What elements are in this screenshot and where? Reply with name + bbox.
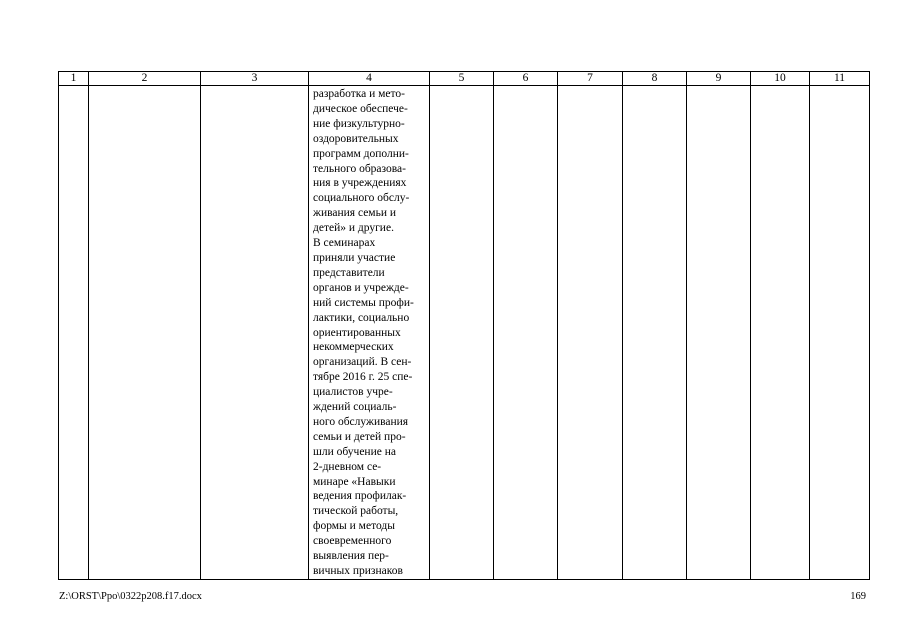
cell-col-6 [494, 86, 558, 580]
text-line: ного обслуживания [313, 415, 409, 428]
text-line: циалистов учре- [313, 386, 393, 399]
text-line: ние физкультурно- [313, 117, 405, 130]
cell-col-5 [430, 86, 494, 580]
cell-col-10 [751, 86, 810, 580]
text-line: шли обучение на [313, 445, 396, 458]
text-line: тябре 2016 г. 25 спе- [313, 371, 413, 384]
text-line: органов и учрежде- [313, 281, 409, 294]
text-line: ориентированных [313, 326, 401, 339]
column-header-5: 5 [430, 72, 494, 86]
cell-col-2 [89, 86, 201, 580]
text-line: дическое обеспече- [313, 102, 408, 115]
text-line: ния в учреждениях [313, 177, 407, 190]
column-header-10: 10 [751, 72, 810, 86]
column-header-2: 2 [89, 72, 201, 86]
text-line: 2-дневном се- [313, 460, 382, 473]
cell-col-1 [59, 86, 89, 580]
text-line: живания семьи и [313, 207, 397, 220]
text-line: формы и методы [313, 520, 395, 533]
text-line: ний системы профи- [313, 296, 414, 309]
text-line: своевременного [313, 535, 392, 548]
text-line: оздоровительных [313, 132, 399, 145]
text-line: семьи и детей про- [313, 430, 406, 443]
text-line: социального обслу- [313, 192, 410, 205]
cell-col-9 [687, 86, 751, 580]
text-line: представители [313, 266, 385, 279]
text-line: вичных признаков [313, 565, 403, 577]
column-header-8: 8 [623, 72, 687, 86]
text-line: тельного образова- [313, 162, 406, 175]
cell-col-4-text [309, 86, 430, 580]
column-header-11: 11 [810, 72, 870, 86]
column-header-9: 9 [687, 72, 751, 86]
text-line: ведения профилак- [313, 490, 407, 503]
text-line: приняли участие [313, 251, 396, 264]
footer-file-path: Z:\ORST\Ppo\0322p208.f17.docx [59, 591, 202, 602]
text-line: некоммерческих [313, 341, 394, 354]
column-header-6: 6 [494, 72, 558, 86]
text-line: ждений социаль- [313, 401, 397, 414]
column-header-3: 3 [201, 72, 309, 86]
header-row [59, 72, 870, 86]
cell-col-11 [810, 86, 870, 580]
text-line: тической работы, [313, 505, 399, 518]
table-row [59, 86, 870, 580]
cell-col-7 [558, 86, 623, 580]
text-line: разработка и мето- [313, 88, 405, 100]
text-line: В семинарах [313, 237, 376, 250]
column-header-7: 7 [558, 72, 623, 86]
data-table [58, 71, 870, 580]
text-line: минаре «Навыки [313, 475, 396, 488]
cell-col-3 [201, 86, 309, 580]
column-header-1: 1 [59, 72, 89, 86]
text-line: программ дополни- [313, 147, 409, 160]
footer-page-number: 169 [850, 591, 866, 602]
cell-col-8 [623, 86, 687, 580]
text-line: выявления пер- [313, 550, 389, 563]
text-line: детей» и другие. [313, 222, 394, 235]
column-header-4: 4 [309, 72, 430, 86]
text-line: организаций. В сен- [313, 356, 412, 369]
text-line: лактики, социально [313, 311, 410, 324]
